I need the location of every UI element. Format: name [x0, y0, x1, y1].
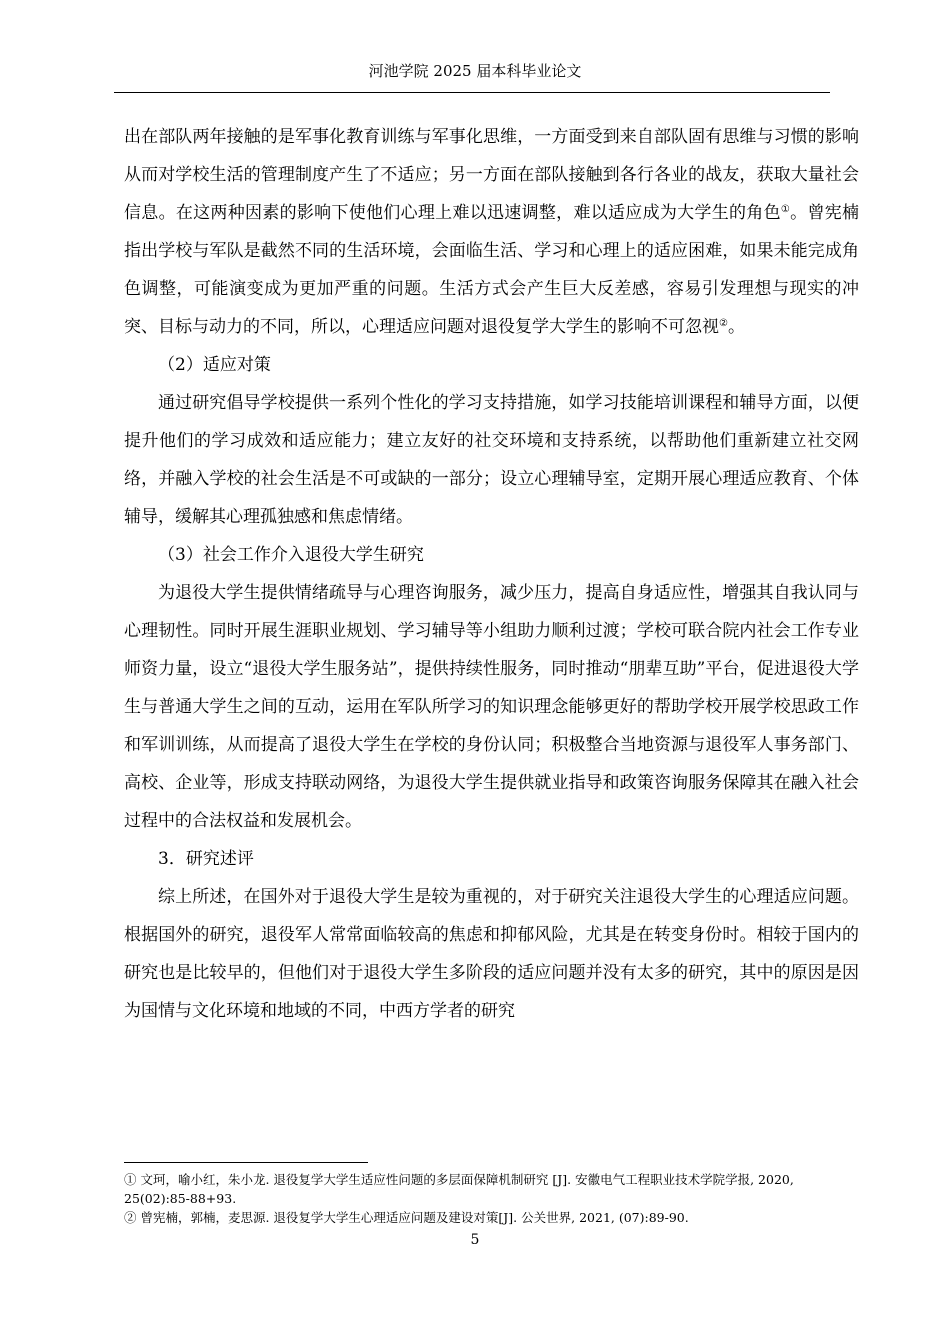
paragraph-text: 。曾宪楠指出学校与军队是截然不同的生活环境，会面临生活、学习和心理上的适应困难，如果未能完成角色调整，可能演变成为更加严重的问题。生活方式会产生巨大反差感，容易引发理想与现实的冲突、目标与动力的不同，所以，心理适应问题对退役复学大学生的影响不可忽视 [124, 203, 860, 337]
footnote-1: ① 文珂，喻小红，朱小龙. 退役复学大学生适应性问题的多层面保障机制研究 [J]. 安徽电气工程职业技术学院学报, 2020, 25(02):85-88+93. [124, 1172, 794, 1206]
paragraph: 综上所述，在国外对于退役大学生是较为重视的，对于研究关注退役大学生的心理适应问题。根据国外的研究，退役军人常常面临较高的焦虑和抑郁风险，尤其是在转变身份时。相较于国内的研究也是比较早的，但他们对于退役大学生多阶段的适应问题并没有太多的研究，其中的原因是因为国情与文化环境和地域的不同，中西方学者的研究 [124, 887, 859, 1021]
paragraph: 为退役大学生提供情绪疏导与心理咨询服务，减少压力，提高自身适应性，增强其自我认同与心理韧性。同时开展生涯职业规划、学习辅导等小组助力顺利过渡；学校可联合院内社会工作专业师资力量，设立“退役大学生服务站”，提供持续性服务，同时推动“朋辈互助”平台，促进退役大学生与普通大学生之间的互动，运用在军队所学习的知识理念能够更好的帮助学校开展学校思政工作和军训训练，从而提高了退役大学生在学校的身份认同；积极整合当地资源与退役军人事务部门、高校、企业等，形成支持联动网络，为退役大学生提供就业指导和政策咨询服务保障其在融入社会过程中的合法权益和发展机会。 [124, 583, 859, 831]
footnote-2: ② 曾宪楠，郭楠，麦思源. 退役复学大学生心理适应问题及建设对策[J]. 公关世界, 2021, (07):89-90. [124, 1210, 689, 1225]
section-heading-review: 3．研究述评 [158, 849, 254, 869]
paragraph-text: 出在部队两年接触的是军事化教育训练与军事化思维，一方面受到来自部队固有思维与习惯的影响从而对学校生活的管理制度产生了不适应；另一方面在部队接触到各行各业的战友，获取大量社会信息。在这两种因素的影响下使他们心理上难以迅速调整，难以适应成为大学生的角色 [124, 127, 859, 223]
paragraph-continued [124, 118, 859, 346]
footnote-ref-1[interactable]: ① [780, 204, 791, 215]
body-text [124, 118, 859, 1030]
paragraph: 通过研究倡导学校提供一系列个性化的学习支持措施，如学习技能培训课程和辅导方面，以便提升他们的学习成效和适应能力；建立友好的社交环境和支持系统，以帮助他们重新建立社交网络，并融入学校的社会生活是不可或缺的一部分；设立心理辅导室，定期开展心理适应教育、个体辅导，缓解其心理孤独感和焦虑情绪。 [124, 393, 859, 527]
running-header: 河池学院 2025 届本科毕业论文 [368, 62, 582, 80]
subheading-adaptation-strategies: （2）适应对策 [158, 355, 271, 375]
footnotes [124, 1170, 859, 1227]
page-number: 5 [470, 1232, 480, 1248]
subheading-social-work: （3）社会工作介入退役大学生研究 [158, 545, 424, 565]
footnote-ref-2[interactable]: ② [719, 318, 728, 329]
header-rule [114, 92, 830, 93]
footnote-rule [124, 1162, 368, 1163]
paragraph-text: 。 [727, 317, 745, 337]
